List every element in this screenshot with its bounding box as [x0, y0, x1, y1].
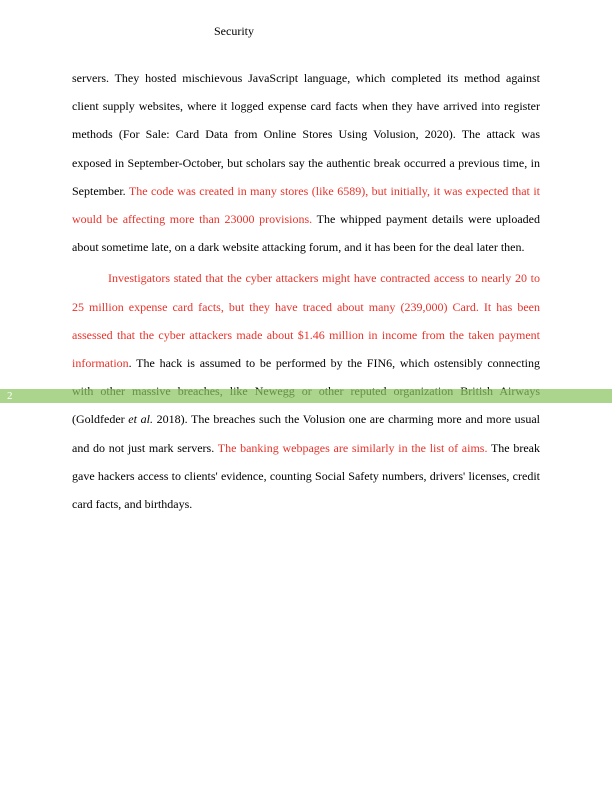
paragraph-2-text-c: The break gave hackers access to clients' evidence, counting Social Safety numbers, drivers' licenses, credit card facts, and birthdays.	[72, 440, 540, 512]
page-number: 2	[7, 390, 13, 402]
page-number-band	[0, 389, 612, 403]
paragraph-1-highlight: The code was created in many stores (like 6589), but initially, it was expected that it would be affecting more than 23000 provisions.	[72, 183, 540, 227]
running-header: Security	[214, 24, 254, 38]
paragraph-2-highlight-b: The banking webpages are similarly in the list of aims.	[217, 440, 488, 455]
paragraph-1-text-b: The whipped payment details were uploaded about sometime late, on a dark website attacking forum, and it has been for the deal later then.	[72, 212, 540, 255]
paragraph-2-text-b: 2018). The breaches such the Volusion one are charming more and more usual and do not just mark servers.	[72, 412, 541, 455]
paragraph-1	[72, 64, 540, 261]
citation-et-al: et al.	[128, 412, 153, 427]
paragraph-2-text-a: . The hack is assumed to be performed by the FIN6, which ostensibly connecting (Goldfeder	[72, 356, 540, 427]
paragraph-2-highlight-a: Investigators stated that the cyber attackers might have contracted access to nearly 20 to 25 million expense card facts, but they have traced about many (239,000) Card. It has been assessed that the cyber attackers made about $1.46 million in income from the taken payment information	[72, 271, 540, 371]
document-body	[72, 64, 540, 518]
paragraph-1-text-a: servers. They hosted mischievous JavaScript language, which completed its method against client supply websites, where it logged expense card facts when they have arrived into register methods (For Sale: Card Data from Online Stores Using Volusion, 2020). The attack was exposed in September-October, but scholars say the authentic break occurred a previous time, in September.	[72, 71, 540, 198]
